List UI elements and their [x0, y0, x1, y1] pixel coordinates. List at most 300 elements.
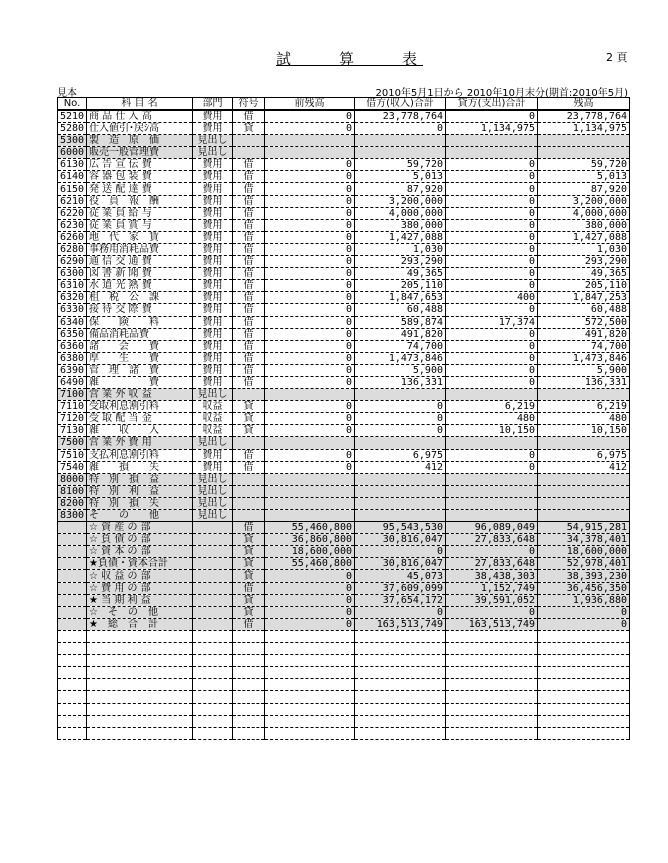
blank-cell [233, 679, 265, 691]
blank-cell [233, 715, 265, 727]
cell-prev-balance: 0 [265, 316, 355, 328]
cell-balance: 74,700 [538, 340, 630, 352]
cell-debit-total: 60,488 [355, 304, 446, 316]
cell-credit-total: 0 [446, 606, 538, 618]
cell-sign: 貸 [233, 413, 265, 425]
cell-sign: 貸 [233, 546, 265, 558]
cell-prev-balance: 0 [265, 461, 355, 473]
cell-debit-total [355, 510, 446, 522]
cell-account: 事務用消耗品費 [87, 243, 193, 255]
cell-balance: 1,473,846 [538, 352, 630, 364]
cell-debit-total: 30,816,047 [355, 558, 446, 570]
cell-no: 6280 [58, 243, 87, 255]
cell-dept: 費用 [193, 256, 233, 268]
cell-prev-balance: 0 [265, 292, 355, 304]
blank-row [58, 715, 630, 727]
cell-no: 7100 [58, 389, 87, 401]
cell-sign: 借 [233, 340, 265, 352]
table-row [58, 389, 630, 401]
table-row [58, 618, 630, 630]
cell-prev-balance: 0 [265, 304, 355, 316]
blank-cell [538, 727, 630, 739]
cell-no: 6380 [58, 352, 87, 364]
cell-balance: 412 [538, 461, 630, 473]
cell-prev-balance: 0 [265, 123, 355, 135]
cell-prev-balance: 0 [265, 171, 355, 183]
blank-cell [355, 643, 446, 655]
blank-cell [193, 691, 233, 703]
cell-sign: 借 [233, 292, 265, 304]
cell-debit-total: 163,513,749 [355, 618, 446, 630]
blank-cell [538, 643, 630, 655]
cell-credit-total: 1,152,749 [446, 582, 538, 594]
cell-dept: 費用 [193, 123, 233, 135]
cell-prev-balance: 0 [265, 449, 355, 461]
cell-account: 営 業 外 費 用 [87, 437, 193, 449]
cell-account: ☆ 負 債 の 部 [87, 534, 193, 546]
cell-credit-total: 480 [446, 413, 538, 425]
cell-no: 6210 [58, 195, 87, 207]
col-header-credit-total: 貸方(支出)合計 [446, 98, 538, 111]
cell-credit-total [446, 389, 538, 401]
blank-cell [355, 630, 446, 642]
cell-credit-total: 0 [446, 280, 538, 292]
blank-cell [265, 679, 355, 691]
cell-dept: 費用 [193, 340, 233, 352]
cell-balance: 4,000,000 [538, 207, 630, 219]
table-row [58, 413, 630, 425]
cell-account: 受取利息割引料 [87, 401, 193, 413]
cell-sign [233, 485, 265, 497]
cell-debit-total: 491,820 [355, 328, 446, 340]
blank-cell [355, 715, 446, 727]
cell-debit-total: 59,720 [355, 159, 446, 171]
blank-cell [355, 727, 446, 739]
cell-sign: 借 [233, 159, 265, 171]
cell-account: 従 業 員 賞 与 [87, 219, 193, 231]
col-header-sign: 符号 [233, 98, 265, 111]
page-number: 2 頁 [606, 51, 628, 64]
cell-balance: 0 [538, 606, 630, 618]
cell-debit-total: 45,073 [355, 570, 446, 582]
cell-dept: 費用 [193, 207, 233, 219]
cell-sign: 貸 [233, 594, 265, 606]
report-title: 試 算 表 [276, 50, 424, 68]
table-header-row [58, 98, 630, 111]
cell-sign [233, 135, 265, 147]
cell-no: 7540 [58, 461, 87, 473]
cell-balance: 0 [538, 618, 630, 630]
cell-credit-total: 0 [446, 159, 538, 171]
cell-no [58, 606, 87, 618]
blank-row [58, 691, 630, 703]
blank-cell [87, 715, 193, 727]
cell-account: 仕入値引･戻ｼ高 [87, 123, 193, 135]
cell-credit-total: 163,513,749 [446, 618, 538, 630]
cell-sign: 借 [233, 280, 265, 292]
table-row [58, 316, 630, 328]
cell-sign: 貸 [233, 123, 265, 135]
cell-no: 5210 [58, 110, 87, 123]
cell-account: 通 信 交 通 費 [87, 256, 193, 268]
blank-cell [87, 691, 193, 703]
cell-dept: 見出し [193, 497, 233, 509]
cell-dept: 見出し [193, 485, 233, 497]
blank-cell [538, 691, 630, 703]
cell-prev-balance: 0 [265, 582, 355, 594]
blank-cell [538, 703, 630, 715]
cell-prev-balance [265, 437, 355, 449]
cell-no [58, 570, 87, 582]
cell-credit-total: 0 [446, 195, 538, 207]
table-row [58, 328, 630, 340]
cell-account: ☆ 収 益 の 部 [87, 570, 193, 582]
cell-no: 6320 [58, 292, 87, 304]
cell-prev-balance: 0 [265, 618, 355, 630]
blank-cell [193, 679, 233, 691]
cell-dept [193, 594, 233, 606]
table-row [58, 401, 630, 413]
table-row [58, 510, 630, 522]
cell-balance: 1,936,880 [538, 594, 630, 606]
blank-cell [446, 630, 538, 642]
blank-row [58, 679, 630, 691]
cell-prev-balance: 0 [265, 110, 355, 123]
cell-debit-total: 6,975 [355, 449, 446, 461]
blank-cell [355, 691, 446, 703]
cell-debit-total: 0 [355, 425, 446, 437]
blank-cell [538, 655, 630, 667]
cell-prev-balance: 0 [265, 401, 355, 413]
cell-prev-balance: 0 [265, 280, 355, 292]
cell-no: 6290 [58, 256, 87, 268]
cell-no: 5300 [58, 135, 87, 147]
blank-cell [193, 715, 233, 727]
cell-account: 保 険 料 [87, 316, 193, 328]
cell-sign: 借 [233, 582, 265, 594]
cell-debit-total: 0 [355, 123, 446, 135]
table-row [58, 268, 630, 280]
blank-cell [265, 703, 355, 715]
blank-cell [87, 703, 193, 715]
col-header-dept: 部門 [193, 98, 233, 111]
cell-account: 図 書 新 聞 費 [87, 268, 193, 280]
table-row [58, 159, 630, 171]
blank-cell [58, 679, 87, 691]
blank-cell [446, 715, 538, 727]
cell-balance: 54,915,281 [538, 522, 630, 534]
cell-no: 8300 [58, 510, 87, 522]
cell-sign: 貸 [233, 570, 265, 582]
cell-account: 受 取 配 当 金 [87, 413, 193, 425]
table-row [58, 558, 630, 570]
blank-row [58, 667, 630, 679]
cell-prev-balance: 18,600,000 [265, 546, 355, 558]
cell-sign: 貸 [233, 401, 265, 413]
cell-credit-total [446, 485, 538, 497]
cell-credit-total: 0 [446, 546, 538, 558]
cell-sign: 借 [233, 268, 265, 280]
cell-debit-total [355, 389, 446, 401]
cell-sign: 借 [233, 618, 265, 630]
blank-cell [265, 643, 355, 655]
blank-cell [233, 643, 265, 655]
cell-prev-balance: 0 [265, 195, 355, 207]
cell-no: 5280 [58, 123, 87, 135]
cell-credit-total: 0 [446, 268, 538, 280]
blank-cell [265, 630, 355, 642]
cell-balance: 380,000 [538, 219, 630, 231]
blank-cell [265, 655, 355, 667]
cell-balance [538, 437, 630, 449]
blank-cell [233, 655, 265, 667]
cell-dept: 費用 [193, 292, 233, 304]
cell-account: 支払利息割引料 [87, 449, 193, 461]
cell-debit-total: 0 [355, 413, 446, 425]
cell-debit-total: 0 [355, 546, 446, 558]
cell-balance [538, 473, 630, 485]
cell-dept: 収益 [193, 425, 233, 437]
table-row [58, 256, 630, 268]
blank-cell [355, 679, 446, 691]
table-body [58, 110, 630, 739]
cell-account: 特 別 損 失 [87, 497, 193, 509]
cell-prev-balance: 0 [265, 159, 355, 171]
cell-credit-total: 39,591,052 [446, 594, 538, 606]
cell-account: 雑 収 入 [87, 425, 193, 437]
cell-no: 6230 [58, 219, 87, 231]
cell-credit-total: 27,833,648 [446, 558, 538, 570]
cell-account: 雑 費 [87, 376, 193, 388]
blank-cell [58, 691, 87, 703]
cell-balance: 136,331 [538, 376, 630, 388]
cell-prev-balance [265, 510, 355, 522]
table-row [58, 280, 630, 292]
cell-balance: 36,456,350 [538, 582, 630, 594]
period-range: 2010年5月1日から 2010年10月末分(期首:2010年5月) [375, 88, 628, 99]
cell-dept [193, 582, 233, 594]
blank-cell [538, 715, 630, 727]
cell-dept [193, 534, 233, 546]
cell-prev-balance [265, 497, 355, 509]
cell-balance: 205,110 [538, 280, 630, 292]
cell-balance: 52,978,401 [538, 558, 630, 570]
cell-balance: 1,427,088 [538, 231, 630, 243]
cell-prev-balance: 0 [265, 207, 355, 219]
cell-balance: 18,600,000 [538, 546, 630, 558]
cell-dept: 費用 [193, 280, 233, 292]
cell-credit-total [446, 147, 538, 159]
cell-prev-balance: 0 [265, 328, 355, 340]
cell-credit-total: 0 [446, 231, 538, 243]
cell-sign: 借 [233, 449, 265, 461]
cell-dept: 見出し [193, 135, 233, 147]
cell-no [58, 534, 87, 546]
cell-no: 6490 [58, 376, 87, 388]
cell-debit-total: 74,700 [355, 340, 446, 352]
cell-balance: 1,134,975 [538, 123, 630, 135]
cell-account: ★ 総 合 計 [87, 618, 193, 630]
cell-account: ☆ 資 産 の 部 [87, 522, 193, 534]
cell-debit-total: 49,365 [355, 268, 446, 280]
cell-sign: 借 [233, 219, 265, 231]
trial-balance-table [57, 97, 630, 740]
cell-dept: 収益 [193, 401, 233, 413]
cell-credit-total: 0 [446, 207, 538, 219]
cell-dept: 費用 [193, 183, 233, 195]
cell-no: 6360 [58, 340, 87, 352]
blank-cell [446, 655, 538, 667]
cell-prev-balance: 0 [265, 340, 355, 352]
cell-balance: 34,378,401 [538, 534, 630, 546]
cell-prev-balance: 0 [265, 256, 355, 268]
blank-cell [233, 703, 265, 715]
cell-prev-balance [265, 147, 355, 159]
cell-account: 備品消耗品費 [87, 328, 193, 340]
cell-no [58, 582, 87, 594]
cell-prev-balance: 36,860,800 [265, 534, 355, 546]
cell-sign [233, 510, 265, 522]
cell-dept: 収益 [193, 413, 233, 425]
col-header-debit-total: 借方(収入)合計 [355, 98, 446, 111]
cell-balance: 293,290 [538, 256, 630, 268]
cell-sign: 借 [233, 376, 265, 388]
cell-debit-total: 1,030 [355, 243, 446, 255]
cell-balance: 1,030 [538, 243, 630, 255]
cell-debit-total [355, 497, 446, 509]
cell-no: 6390 [58, 364, 87, 376]
cell-balance: 480 [538, 413, 630, 425]
cell-sign: 借 [233, 328, 265, 340]
cell-account: 租 税 公 課 [87, 292, 193, 304]
cell-no: 6310 [58, 280, 87, 292]
table-row [58, 522, 630, 534]
blank-cell [87, 655, 193, 667]
cell-debit-total [355, 473, 446, 485]
cell-prev-balance: 0 [265, 268, 355, 280]
blank-cell [87, 679, 193, 691]
cell-credit-total: 1,134,975 [446, 123, 538, 135]
cell-account: 厚 生 費 [87, 352, 193, 364]
cell-dept: 費用 [193, 195, 233, 207]
cell-prev-balance [265, 473, 355, 485]
cell-no: 7500 [58, 437, 87, 449]
cell-credit-total [446, 437, 538, 449]
cell-prev-balance: 0 [265, 219, 355, 231]
cell-no: 6340 [58, 316, 87, 328]
blank-row [58, 703, 630, 715]
table-row [58, 304, 630, 316]
cell-no [58, 618, 87, 630]
cell-debit-total [355, 437, 446, 449]
cell-dept: 費用 [193, 159, 233, 171]
cell-sign: 借 [233, 364, 265, 376]
cell-no [58, 522, 87, 534]
blank-cell [87, 727, 193, 739]
cell-prev-balance: 0 [265, 231, 355, 243]
blank-cell [446, 703, 538, 715]
cell-balance [538, 389, 630, 401]
blank-cell [233, 691, 265, 703]
cell-debit-total [355, 135, 446, 147]
cell-no: 8100 [58, 485, 87, 497]
cell-sign [233, 473, 265, 485]
cell-dept: 費用 [193, 268, 233, 280]
blank-cell [538, 630, 630, 642]
cell-sign [233, 497, 265, 509]
cell-account: ☆ 費 用 の 部 [87, 582, 193, 594]
cell-dept: 費用 [193, 328, 233, 340]
cell-credit-total: 96,089,049 [446, 522, 538, 534]
blank-cell [87, 630, 193, 642]
cell-debit-total: 412 [355, 461, 446, 473]
cell-debit-total: 4,000,000 [355, 207, 446, 219]
cell-debit-total [355, 485, 446, 497]
cell-prev-balance [265, 389, 355, 401]
table-row [58, 207, 630, 219]
table-row [58, 437, 630, 449]
table-row [58, 147, 630, 159]
cell-dept [193, 570, 233, 582]
cell-debit-total: 23,778,764 [355, 110, 446, 123]
table-row [58, 376, 630, 388]
cell-dept: 費用 [193, 461, 233, 473]
cell-sign: 借 [233, 243, 265, 255]
cell-sign: 借 [233, 352, 265, 364]
blank-cell [355, 703, 446, 715]
cell-dept: 費用 [193, 449, 233, 461]
blank-cell [193, 630, 233, 642]
cell-sign: 貸 [233, 606, 265, 618]
cell-balance: 49,365 [538, 268, 630, 280]
table-row [58, 534, 630, 546]
col-header-no: No. [58, 98, 87, 111]
table-row [58, 606, 630, 618]
blank-cell [58, 643, 87, 655]
cell-credit-total: 0 [446, 364, 538, 376]
cell-dept: 費用 [193, 376, 233, 388]
cell-debit-total [355, 147, 446, 159]
table-row [58, 292, 630, 304]
blank-cell [446, 691, 538, 703]
cell-balance: 38,393,230 [538, 570, 630, 582]
cell-prev-balance: 0 [265, 570, 355, 582]
cell-dept [193, 522, 233, 534]
cell-prev-balance: 0 [265, 606, 355, 618]
cell-sign: 借 [233, 316, 265, 328]
blank-cell [538, 679, 630, 691]
cell-debit-total: 87,920 [355, 183, 446, 195]
table-row [58, 582, 630, 594]
cell-no: 7130 [58, 425, 87, 437]
cell-account: 広 告 宣 伝 費 [87, 159, 193, 171]
blank-cell [193, 667, 233, 679]
blank-cell [265, 727, 355, 739]
table-row [58, 135, 630, 147]
blank-cell [87, 643, 193, 655]
cell-credit-total [446, 510, 538, 522]
cell-sign: 貸 [233, 425, 265, 437]
cell-account: 容 器 包 装 費 [87, 171, 193, 183]
cell-balance: 6,975 [538, 449, 630, 461]
cell-debit-total: 5,900 [355, 364, 446, 376]
blank-cell [446, 679, 538, 691]
cell-dept: 費用 [193, 219, 233, 231]
cell-credit-total: 400 [446, 292, 538, 304]
cell-balance: 60,488 [538, 304, 630, 316]
cell-debit-total: 205,110 [355, 280, 446, 292]
cell-credit-total: 0 [446, 304, 538, 316]
